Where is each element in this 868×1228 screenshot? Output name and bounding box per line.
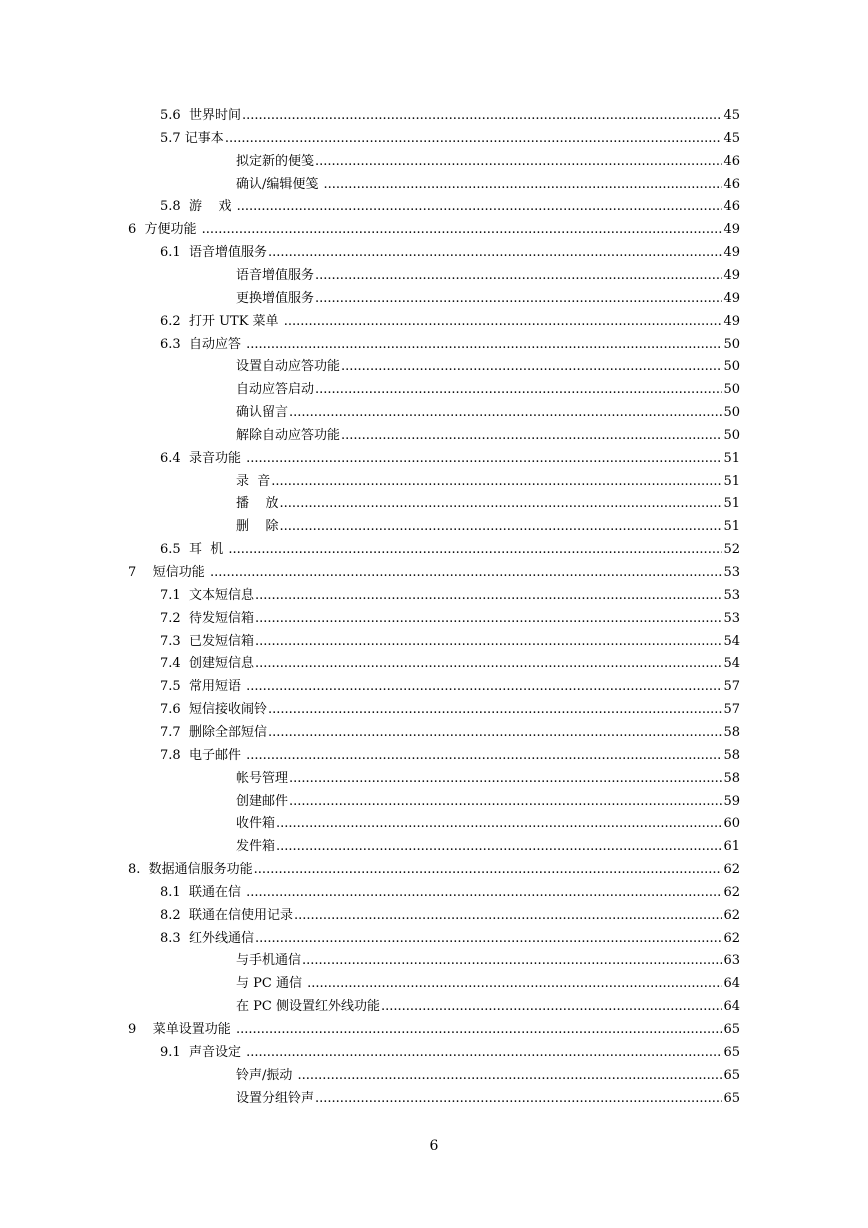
toc-leader-dots bbox=[268, 702, 723, 718]
toc-entry[interactable] bbox=[236, 470, 740, 490]
toc-entry-label: 7.1 文本短信息 bbox=[160, 587, 254, 603]
toc-entry-page: 49 bbox=[723, 222, 740, 238]
toc-entry-page: 51 bbox=[723, 450, 740, 466]
toc-entry-label: 7.6 短信接收闹铃 bbox=[160, 702, 267, 718]
toc-entry[interactable] bbox=[236, 812, 740, 832]
toc-entry-page: 58 bbox=[723, 724, 740, 740]
toc-entry-label: 7.5 常用短语 bbox=[160, 679, 246, 695]
toc-entry-page: 62 bbox=[723, 930, 740, 946]
toc-leader-dots bbox=[341, 428, 722, 444]
toc-leader-dots bbox=[268, 725, 723, 741]
toc-entry[interactable] bbox=[160, 241, 740, 261]
toc-entry-label: 6.4 录音功能 bbox=[160, 450, 246, 466]
toc-leader-dots bbox=[324, 177, 723, 193]
toc-leader-dots bbox=[236, 1022, 723, 1038]
toc-entry-page: 62 bbox=[723, 884, 740, 900]
toc-entry[interactable] bbox=[160, 127, 740, 147]
toc-leader-dots bbox=[298, 1068, 723, 1084]
toc-entry[interactable] bbox=[236, 173, 740, 193]
toc-entry-page: 58 bbox=[723, 747, 740, 763]
toc-leader-dots bbox=[289, 794, 722, 810]
toc-entry[interactable] bbox=[160, 1041, 740, 1061]
toc-entry-page: 50 bbox=[723, 382, 740, 398]
toc-entry[interactable] bbox=[236, 835, 740, 855]
toc-entry-page: 65 bbox=[723, 1067, 740, 1083]
toc-entry[interactable] bbox=[236, 972, 740, 992]
toc-entry[interactable] bbox=[128, 1018, 740, 1038]
toc-leader-dots bbox=[246, 451, 722, 467]
toc-entry-label: 6.5 耳 机 bbox=[160, 542, 228, 558]
toc-leader-dots bbox=[315, 1091, 722, 1107]
toc-entry[interactable] bbox=[236, 515, 740, 535]
toc-entry-label: 7.4 创建短信息 bbox=[160, 656, 254, 672]
toc-entry-page: 49 bbox=[723, 290, 740, 306]
toc-entry[interactable] bbox=[160, 195, 740, 215]
toc-entry-page: 45 bbox=[723, 108, 740, 123]
toc-leader-dots bbox=[246, 885, 722, 901]
toc-leader-dots bbox=[246, 337, 722, 353]
toc-entry[interactable] bbox=[236, 790, 740, 810]
toc-entry[interactable] bbox=[160, 904, 740, 924]
toc-entry-label: 6.3 自动应答 bbox=[160, 336, 246, 352]
toc-entry[interactable] bbox=[160, 881, 740, 901]
toc-entry-page: 50 bbox=[723, 336, 740, 352]
toc-entry-page: 65 bbox=[723, 1090, 740, 1106]
toc-entry-label: 语音增值服务 bbox=[236, 267, 315, 283]
toc-leader-dots bbox=[254, 862, 723, 878]
toc-leader-dots bbox=[294, 908, 723, 924]
toc-entry-label: 铃声/振动 bbox=[236, 1067, 297, 1083]
toc-leader-dots bbox=[255, 611, 723, 627]
toc-leader-dots bbox=[381, 999, 722, 1015]
toc-leader-dots bbox=[307, 976, 722, 992]
toc-entry[interactable] bbox=[160, 721, 740, 741]
toc-leader-dots bbox=[246, 748, 722, 764]
toc-entry[interactable] bbox=[236, 150, 740, 170]
toc-entry[interactable] bbox=[160, 652, 740, 672]
toc-entry[interactable] bbox=[236, 424, 740, 444]
toc-entry[interactable] bbox=[236, 378, 740, 398]
toc-leader-dots bbox=[210, 565, 723, 581]
toc-leader-dots bbox=[284, 314, 723, 330]
page-number: 6 bbox=[429, 1138, 439, 1154]
toc-entry[interactable] bbox=[236, 264, 740, 284]
toc-entry-page: 46 bbox=[723, 176, 740, 192]
toc-entry[interactable] bbox=[160, 310, 740, 330]
toc-entry[interactable] bbox=[128, 561, 740, 581]
toc-entry-page: 59 bbox=[723, 793, 740, 809]
toc-entry[interactable] bbox=[160, 584, 740, 604]
toc-entry-page: 50 bbox=[723, 427, 740, 443]
toc-entry-label: 8.2 联通在信使用记录 bbox=[160, 907, 293, 923]
toc-entry-label: 解除自动应答功能 bbox=[236, 427, 341, 443]
toc-entry-page: 63 bbox=[723, 953, 740, 969]
toc-entry-label: 5.7 记事本 bbox=[160, 130, 224, 146]
toc-entry-label: 播 放 bbox=[236, 496, 279, 512]
toc-entry-page: 58 bbox=[723, 770, 740, 786]
toc-entry-label: 设置自动应答功能 bbox=[236, 359, 341, 375]
toc-leader-dots bbox=[280, 496, 723, 512]
toc-entry-label: 7.7 删除全部短信 bbox=[160, 724, 267, 740]
toc-leader-dots bbox=[302, 953, 722, 969]
toc-leader-dots bbox=[255, 634, 723, 650]
toc-entry-page: 57 bbox=[723, 679, 740, 695]
toc-entry-label: 6.2 打开 UTK 菜单 bbox=[160, 313, 283, 329]
toc-entry[interactable] bbox=[160, 927, 740, 947]
toc-entry-label: 8.1 联通在信 bbox=[160, 884, 246, 900]
toc-entry[interactable] bbox=[160, 607, 740, 627]
toc-leader-dots bbox=[280, 519, 723, 535]
toc-entry-label: 发件箱 bbox=[236, 839, 276, 855]
toc-entry[interactable] bbox=[128, 218, 740, 238]
toc-entry[interactable] bbox=[236, 1064, 740, 1084]
toc-entry-label: 与 PC 通信 bbox=[236, 976, 307, 992]
toc-entry[interactable] bbox=[236, 1087, 740, 1107]
toc-entry-page: 49 bbox=[723, 267, 740, 283]
toc-entry[interactable] bbox=[236, 995, 740, 1015]
toc-leader-dots bbox=[315, 154, 722, 170]
toc-leader-dots bbox=[268, 245, 723, 261]
toc-entry-label: 8. 数据通信服务功能 bbox=[128, 862, 253, 878]
toc-entry-label: 在 PC 侧设置红外线功能 bbox=[236, 999, 380, 1015]
toc-entry[interactable] bbox=[160, 744, 740, 764]
toc-entry-page: 62 bbox=[723, 907, 740, 923]
toc-entry[interactable] bbox=[236, 287, 740, 307]
toc-entry[interactable] bbox=[160, 333, 740, 353]
toc-entry-page: 46 bbox=[723, 199, 740, 215]
toc-entry-page: 50 bbox=[723, 359, 740, 375]
toc-entry[interactable] bbox=[160, 630, 740, 650]
toc-entry-label: 5.8 游 戏 bbox=[160, 199, 236, 215]
toc-entry[interactable] bbox=[160, 675, 740, 695]
toc-entry-label: 确认/编辑便笺 bbox=[236, 176, 323, 192]
toc-entry-label: 创建邮件 bbox=[236, 793, 289, 809]
toc-entry-label: 7.2 待发短信箱 bbox=[160, 610, 254, 626]
toc-entry[interactable] bbox=[236, 767, 740, 787]
toc-leader-dots bbox=[289, 405, 722, 421]
toc-entry-page: 57 bbox=[723, 702, 740, 718]
toc-entry-label: 设置分组铃声 bbox=[236, 1090, 315, 1106]
toc-entry-label: 删 除 bbox=[236, 519, 279, 535]
toc-entry-label: 与手机通信 bbox=[236, 953, 302, 969]
toc-entry-page: 51 bbox=[723, 519, 740, 535]
toc-entry-label: 8.3 红外线通信 bbox=[160, 930, 254, 946]
toc-leader-dots bbox=[228, 542, 722, 558]
toc-leader-dots bbox=[276, 839, 722, 855]
toc-entry-page: 65 bbox=[723, 1022, 740, 1037]
toc-entry-page: 53 bbox=[723, 587, 740, 603]
toc-entry-label: 7.8 电子邮件 bbox=[160, 747, 246, 763]
toc-leader-dots bbox=[341, 359, 722, 375]
toc-leader-dots bbox=[315, 268, 722, 284]
toc-entry[interactable] bbox=[236, 355, 740, 375]
toc-entry-label: 7 短信功能 bbox=[128, 565, 209, 580]
toc-entry-label: 收件箱 bbox=[236, 816, 276, 832]
toc-entry-label: 5.6 世界时间 bbox=[160, 108, 241, 123]
toc-leader-dots bbox=[242, 108, 723, 124]
toc-leader-dots bbox=[271, 474, 722, 490]
toc-leader-dots bbox=[225, 131, 723, 147]
toc-leader-dots bbox=[246, 1045, 722, 1061]
toc-entry[interactable] bbox=[236, 492, 740, 512]
toc-entry-page: 61 bbox=[723, 839, 740, 855]
toc-entry[interactable] bbox=[160, 538, 740, 558]
toc-entry-label: 6.1 语音增值服务 bbox=[160, 245, 267, 261]
toc-entry-label: 9.1 声音设定 bbox=[160, 1044, 246, 1060]
toc-entry[interactable] bbox=[160, 104, 740, 124]
toc-leader-dots bbox=[255, 656, 723, 672]
toc-entry[interactable] bbox=[160, 698, 740, 718]
toc-entry-page: 51 bbox=[723, 496, 740, 512]
toc-entry[interactable] bbox=[236, 949, 740, 969]
toc-leader-dots bbox=[202, 222, 723, 238]
toc-entry-label: 9 菜单设置功能 bbox=[128, 1022, 235, 1037]
toc-entry[interactable] bbox=[160, 447, 740, 467]
toc-entry-page: 46 bbox=[723, 153, 740, 169]
toc-entry-page: 51 bbox=[723, 473, 740, 489]
toc-leader-dots bbox=[276, 816, 722, 832]
toc-leader-dots bbox=[255, 931, 723, 947]
toc-leader-dots bbox=[255, 588, 723, 604]
toc-entry[interactable] bbox=[128, 858, 740, 878]
toc-entry-page: 60 bbox=[723, 816, 740, 832]
toc-entry-label: 7.3 已发短信箱 bbox=[160, 633, 254, 649]
toc-entry-page: 54 bbox=[723, 656, 740, 672]
toc-entry-page: 49 bbox=[723, 313, 740, 329]
toc-entry-page: 62 bbox=[723, 862, 740, 878]
toc-entry[interactable] bbox=[236, 401, 740, 421]
toc-entry-page: 49 bbox=[723, 245, 740, 261]
toc-entry-page: 65 bbox=[723, 1044, 740, 1060]
toc-entry-page: 53 bbox=[723, 610, 740, 626]
toc-entry-page: 64 bbox=[723, 999, 740, 1015]
toc-leader-dots bbox=[289, 771, 722, 787]
toc-entry-label: 录 音 bbox=[236, 473, 271, 489]
toc-entry-label: 自动应答启动 bbox=[236, 382, 315, 398]
toc-entry-page: 64 bbox=[723, 976, 740, 992]
toc-entry-page: 54 bbox=[723, 633, 740, 649]
toc-leader-dots bbox=[315, 291, 722, 307]
toc-entry-label: 6 方便功能 bbox=[128, 222, 201, 238]
toc-entry-label: 帐号管理 bbox=[236, 770, 289, 786]
toc-entry-page: 45 bbox=[723, 130, 740, 146]
toc-leader-dots bbox=[315, 382, 722, 398]
toc-entry-label: 更换增值服务 bbox=[236, 290, 315, 306]
toc-leader-dots bbox=[237, 199, 723, 215]
toc-entry-label: 确认留言 bbox=[236, 405, 289, 421]
toc-entry-label: 拟定新的便笺 bbox=[236, 153, 315, 169]
toc-entry-page: 50 bbox=[723, 405, 740, 421]
toc-leader-dots bbox=[246, 679, 722, 695]
toc-entry-page: 53 bbox=[723, 565, 740, 580]
toc-entry-page: 52 bbox=[723, 542, 740, 558]
